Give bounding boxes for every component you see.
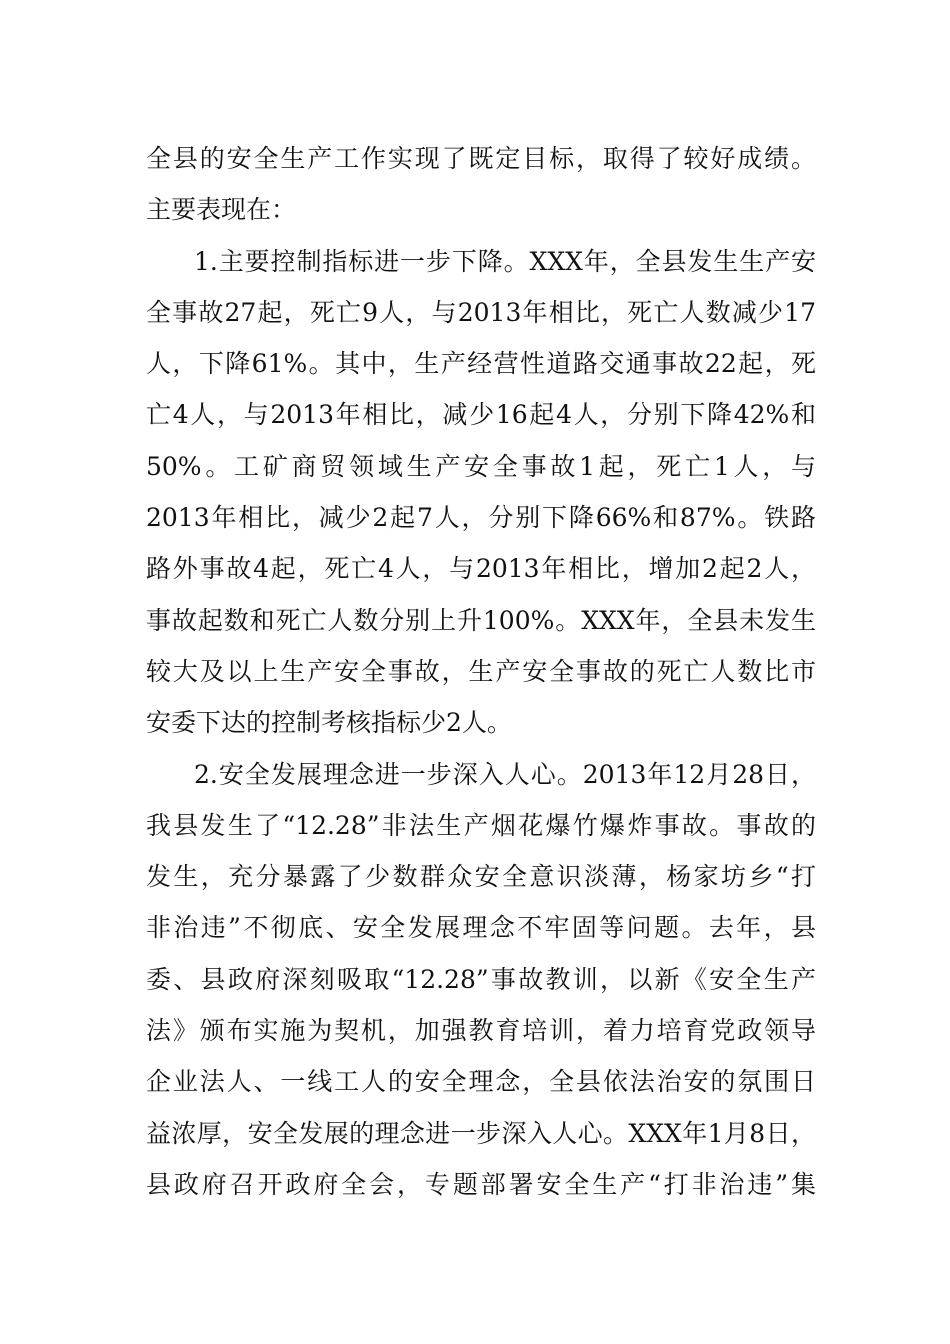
- text-line: 路外事故4起，死亡4人，与2013年相比，增加2起2人，: [146, 554, 816, 584]
- text-line: 发生，充分暴露了少数群众安全意识淡薄，杨家坊乡“打: [146, 862, 816, 892]
- text-line: 全县的安全生产工作实现了既定目标，取得了较好成绩。: [146, 144, 816, 173]
- text-line: 企业法人、一线工人的安全理念，全县依法治安的氛围日: [146, 1067, 816, 1097]
- text-line: 委、县政府深刻吸取“12.28”事故教训，以新《安全生产: [146, 964, 816, 994]
- paragraph-first-line: 1.主要控制指标进一步下降。XXX年，全县发生生产安: [194, 246, 816, 276]
- text-line: 法》颁布实施为契机，加强教育培训，着力培育党政领导: [146, 1016, 816, 1046]
- text-line: 2013年相比，减少2起7人，分别下降66%和87%。铁路: [146, 503, 816, 533]
- body-text: [146, 133, 816, 1210]
- text-line: 我县发生了“12.28”非法生产烟花爆竹爆炸事故。事故的: [146, 810, 816, 840]
- text-line: 安委下达的控制考核指标少2人。: [146, 708, 512, 738]
- text-line: 主要表现在：: [146, 195, 297, 225]
- paragraph-first-line: 2.安全发展理念进一步深入人心。2013年12月28日，: [194, 759, 816, 789]
- text-line: 较大及以上生产安全事故，生产安全事故的死亡人数比市: [146, 656, 816, 686]
- text-line: 全事故27起，死亡9人，与2013年相比，死亡人数减少17: [146, 297, 816, 327]
- text-line: 县政府召开政府全会，专题部署安全生产“打非治违”集: [146, 1169, 816, 1199]
- text-line: 50%。工矿商贸领域生产安全事故1起，死亡1人，与: [146, 451, 816, 481]
- text-line: 事故起数和死亡人数分别上升100%。XXX年，全县未发生: [146, 605, 816, 635]
- text-line: 益浓厚，安全发展的理念进一步深入人心。XXX年1月8日，: [146, 1118, 816, 1148]
- text-line: 非治违”不彻底、安全发展理念不牢固等问题。去年，县: [146, 913, 816, 943]
- text-line: 亡4人，与2013年相比，减少16起4人，分别下降42%和: [146, 400, 816, 430]
- text-line: 人，下降61%。其中，生产经营性道路交通事故22起，死: [146, 349, 816, 379]
